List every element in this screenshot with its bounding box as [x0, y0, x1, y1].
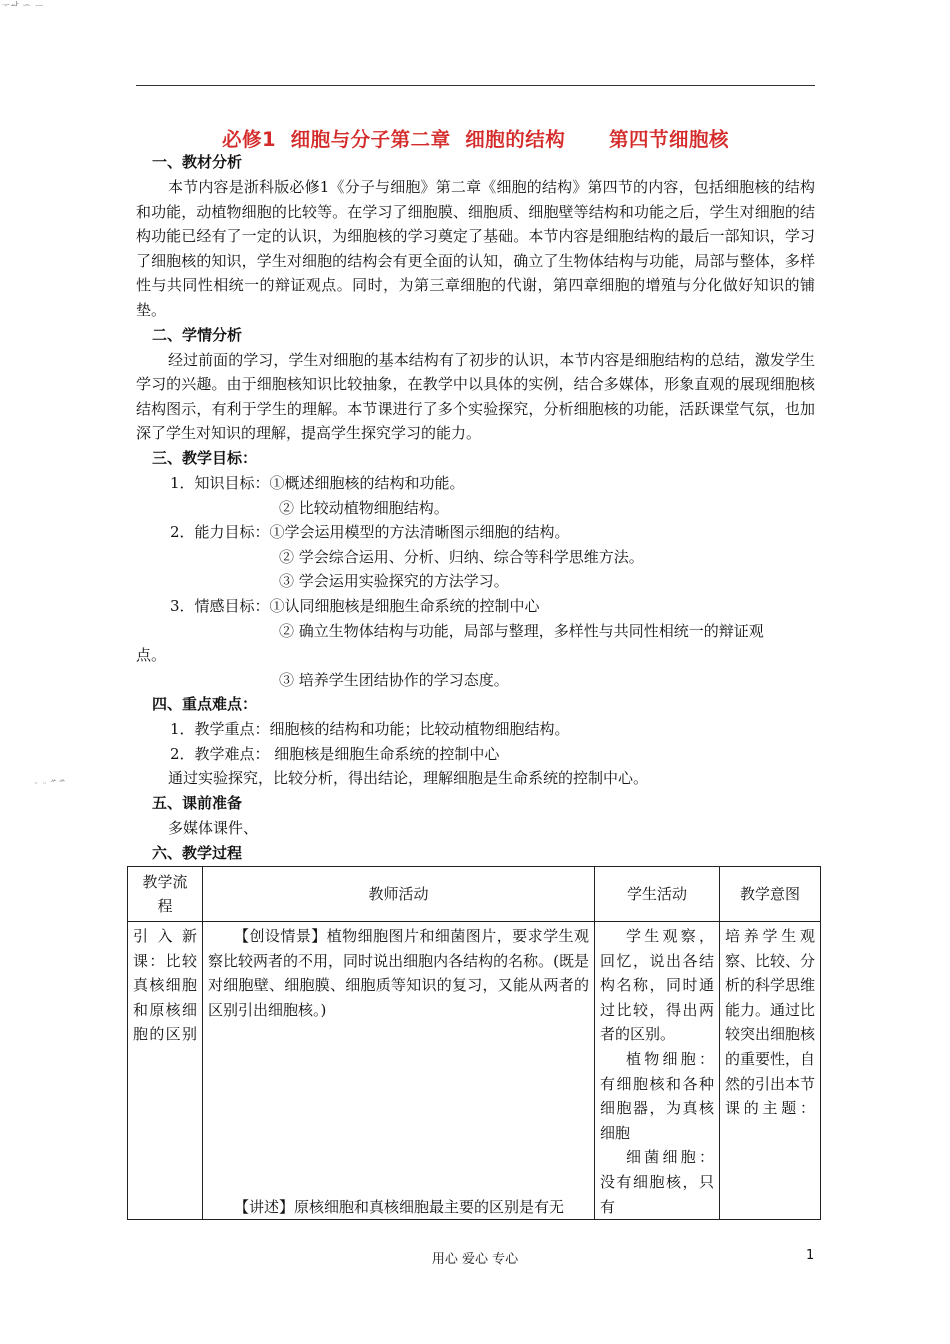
corner-artifact: ᅮᅭᅡ ᅭ ᅳ: [2, 1, 44, 10]
teacher-activity-1: 【创设情景】植物细胞图片和细菌图片，要求学生观察比较两者的不用，同时说出细胞内各结构的名称。(既是对细胞壁、细胞膜、细胞质等知识的复习，又能从两者的区别引出细胞核。): [208, 927, 589, 1019]
difficult-approach: 通过实验探究，比较分析，得出结论，理解细胞是生命系统的控制中心。: [168, 769, 649, 788]
student-activity-3: 细菌细胞：没有细胞核，只有: [600, 1148, 714, 1216]
difficult-point: 2．教学难点： 细胞核是细胞生命系统的控制中心: [170, 744, 500, 763]
section-1-heading: 一、教材分析: [152, 153, 243, 171]
goal-knowledge-1: 1．知识目标：①概述细胞核的结构和功能。: [170, 473, 465, 492]
page-number: 1: [806, 1248, 815, 1263]
goal-emotion-2-wrap: 点。: [136, 646, 167, 665]
section-1-text: 本节内容是浙科版必修1《分子与细胞》第二章《细胞的结构》第四节的内容，包括细胞核的结构和功能，动植物细胞的比较等。在学习了细胞膜、细胞质、细胞壁等结构和功能之后，学生对细胞的结构功能已经有了一定的认识，为细胞核的学习奠定了基础。本节内容是细胞结构的最后一部知识，学习了细胞核的知识，学生对细胞的结构会有更全面的认知，确立了生物体结构与功能，局部与整体，多样性与共同性相统一的辩证观点。同时，为第三章细胞的代谢，第四章细胞的增殖与分化做好知识的铺垫。: [136, 178, 815, 319]
document-body: [136, 150, 815, 866]
section-2-heading: 二、学情分析: [152, 325, 243, 344]
header-rule: [136, 85, 815, 86]
section-2-text: 经过前面的学习，学生对细胞的基本结构有了初步的认识，本节内容是细胞结构的总结，激发学生学习的兴趣。由于细胞核知识比较抽象，在教学中以具体的实例，结合多媒体，形象直观的展现细胞核结构图示，有利于学生的理解。本节课进行了多个实验探究，分析细胞核的功能，活跃课堂气氛，也加深了学生对知识的理解，提高学生探究学习的能力。: [136, 350, 815, 443]
student-activity-2: 植物细胞：有细胞核和各种细胞器，为真核细胞: [600, 1049, 714, 1142]
goal-ability-2: ② 学会综合运用、分析、归纳、综合等科学思维方法。: [279, 547, 644, 566]
header-intent: 教学意图: [720, 867, 821, 922]
cell-teacher: [203, 922, 595, 1220]
goal-emotion-2: ② 确立生物体结构与功能，局部与整理，多样性与共同性相统一的辩证观: [279, 621, 764, 640]
section-6-heading: 六、教学过程: [152, 843, 243, 862]
margin-artifact: ᆢᆢᄽᄽ: [32, 779, 67, 788]
teaching-process-table: [127, 866, 821, 1220]
goal-emotion-1: 3．情感目标：①认同细胞核是细胞生命系统的控制中心: [170, 596, 540, 615]
section-3-heading: 三、教学目标：: [152, 448, 258, 467]
table-row: [128, 922, 821, 1220]
header-teacher: 教师活动: [203, 867, 595, 922]
table-header-row: [128, 867, 821, 922]
goal-ability-1: 2．能力目标：①学会运用模型的方法清晰图示细胞的结构。: [170, 523, 570, 542]
goal-ability-3: ③ 学会运用实验探究的方法学习。: [279, 572, 509, 591]
cell-student: [595, 922, 720, 1220]
goal-knowledge-2: ② 比较动植物细胞结构。: [279, 498, 449, 517]
document-title: 必修1 细胞与分子第二章 细胞的结构 第四节细胞核: [222, 128, 729, 151]
section-4-heading: 四、重点难点：: [152, 695, 258, 714]
header-flow: 教学流程: [128, 867, 203, 922]
cell-intent: 培养学生观察、比较、分析的科学思维能力。通过比较突出细胞核的重要性，自然的引出本节课的主题：: [720, 922, 821, 1220]
section-5-text: 多媒体课件、: [168, 819, 259, 838]
teacher-activity-2: 【讲述】原核细胞和真核细胞最主要的区别是有无: [234, 1197, 565, 1216]
student-activity-1: 学生观察，回忆，说出各结构名称，同时通过比较，得出两者的区别。: [600, 927, 714, 1044]
page-footer: 用心 爱心 专心: [431, 1252, 519, 1267]
header-student: 学生活动: [595, 867, 720, 922]
key-point: 1．教学重点：细胞核的结构和功能；比较动植物细胞结构。: [170, 720, 570, 739]
cell-flow: 引入新课：比较真核细胞和原核细胞的区别: [128, 922, 203, 1220]
section-5-heading: 五、课前准备: [152, 794, 243, 813]
goal-emotion-3: ③ 培养学生团结协作的学习态度。: [279, 670, 509, 689]
